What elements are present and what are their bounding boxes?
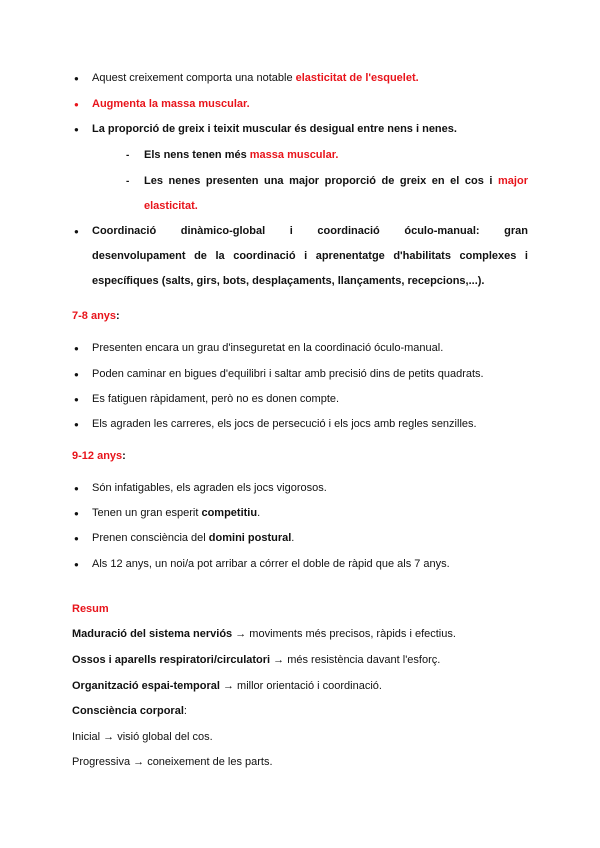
summary-line xyxy=(72,678,382,694)
list-item xyxy=(92,219,528,294)
list-item-text: Són infatigables, els agraden els jocs vigorosos. xyxy=(92,482,327,494)
bold-text: Ossos i aparells respiratori/circulatori xyxy=(72,654,271,666)
heading-text: Resum xyxy=(72,603,109,615)
heading-text: 9-12 anys xyxy=(72,450,123,462)
list-item xyxy=(92,92,528,117)
punctuation: . xyxy=(335,149,339,161)
highlight-text: massa muscular xyxy=(249,149,336,161)
list-item xyxy=(92,476,528,501)
section-heading xyxy=(72,448,126,464)
list-item-text: La proporció de greix i teixit muscular és desigual entre nens i nenes. xyxy=(92,123,457,135)
bold-text: Consciència corporal xyxy=(72,705,184,717)
summary-text: → moviments més precisos, ràpids i efectius. xyxy=(232,628,456,640)
list-item xyxy=(92,66,528,91)
summary-text: Inicial → visió global del cos. xyxy=(72,731,213,743)
list-item-text: Prenen consciència del xyxy=(92,532,209,544)
list-item xyxy=(92,501,528,526)
bold-text: Organització espai-temporal xyxy=(72,680,220,692)
section-heading xyxy=(72,601,109,617)
list-item xyxy=(92,362,528,387)
summary-line xyxy=(72,729,213,745)
list-item-text: Als 12 anys, un noi/a pot arribar a córrer el doble de ràpid que als 7 anys. xyxy=(92,558,450,570)
punctuation: . xyxy=(257,507,261,519)
punctuation: . xyxy=(415,72,419,84)
summary-text: Progressiva → coneixement de les parts. xyxy=(72,756,273,768)
bold-text: domini postural xyxy=(208,532,292,544)
list-item-line: específiques (salts, girs, bots, desplaçaments, llançaments, recepcions,...). xyxy=(92,275,485,287)
list-item-text: Aquest creixement comporta una notable xyxy=(92,72,296,84)
bold-text: Maduració del sistema nerviós xyxy=(72,628,233,640)
summary-line xyxy=(72,754,273,770)
heading-text: 7-8 anys xyxy=(72,310,117,322)
list-item-text: Augmenta la massa muscular. xyxy=(92,98,250,110)
list-item xyxy=(92,387,528,412)
list-item xyxy=(92,336,528,361)
summary-line xyxy=(72,652,440,668)
summary-text: : xyxy=(183,705,187,717)
sub-list-item xyxy=(144,169,528,219)
list-item-text: Les nenes presenten una major proporció de greix en el cos i xyxy=(144,175,499,187)
highlight-text: major xyxy=(498,175,528,187)
list-item xyxy=(92,552,528,577)
heading-colon: : xyxy=(122,450,126,462)
list-item xyxy=(92,117,528,142)
list-item-line: ● Coordinació dinàmico-global i coordinació óculo-manual: gran xyxy=(92,225,528,237)
list-item-text: Poden caminar en bigues d'equilibri i saltar amb precisió dins de petits quadrats. xyxy=(92,368,484,380)
punctuation: . xyxy=(291,532,295,544)
list-item xyxy=(92,526,528,551)
list-item xyxy=(92,412,528,437)
list-item-text: Els nens tenen més xyxy=(144,149,250,161)
list-item-text: Els agraden les carreres, els jocs de persecució i els jocs amb regles senzilles. xyxy=(92,418,477,430)
section-heading xyxy=(72,308,120,324)
summary-line xyxy=(72,703,187,719)
summary-line xyxy=(72,626,456,642)
highlight-text: elasticitat. xyxy=(144,200,198,212)
heading-colon: : xyxy=(116,310,120,322)
list-item-text: Presenten encara un grau d'inseguretat en la coordinació óculo-manual. xyxy=(92,342,444,354)
list-item-text: Tenen un gran esperit xyxy=(92,507,202,519)
highlight-text: elasticitat de l'esquelet xyxy=(295,72,416,84)
bold-text: competitiu xyxy=(201,507,258,519)
list-item-text: Es fatiguen ràpidament, però no es donen compte. xyxy=(92,393,340,405)
summary-text: → més resistència davant l'esforç. xyxy=(270,654,441,666)
list-item-line: desenvolupament de la coordinació i aprenentatge d'habilitats complexes i xyxy=(92,250,528,262)
summary-text: → millor orientació i coordinació. xyxy=(219,680,382,692)
sub-list-item xyxy=(144,143,528,168)
